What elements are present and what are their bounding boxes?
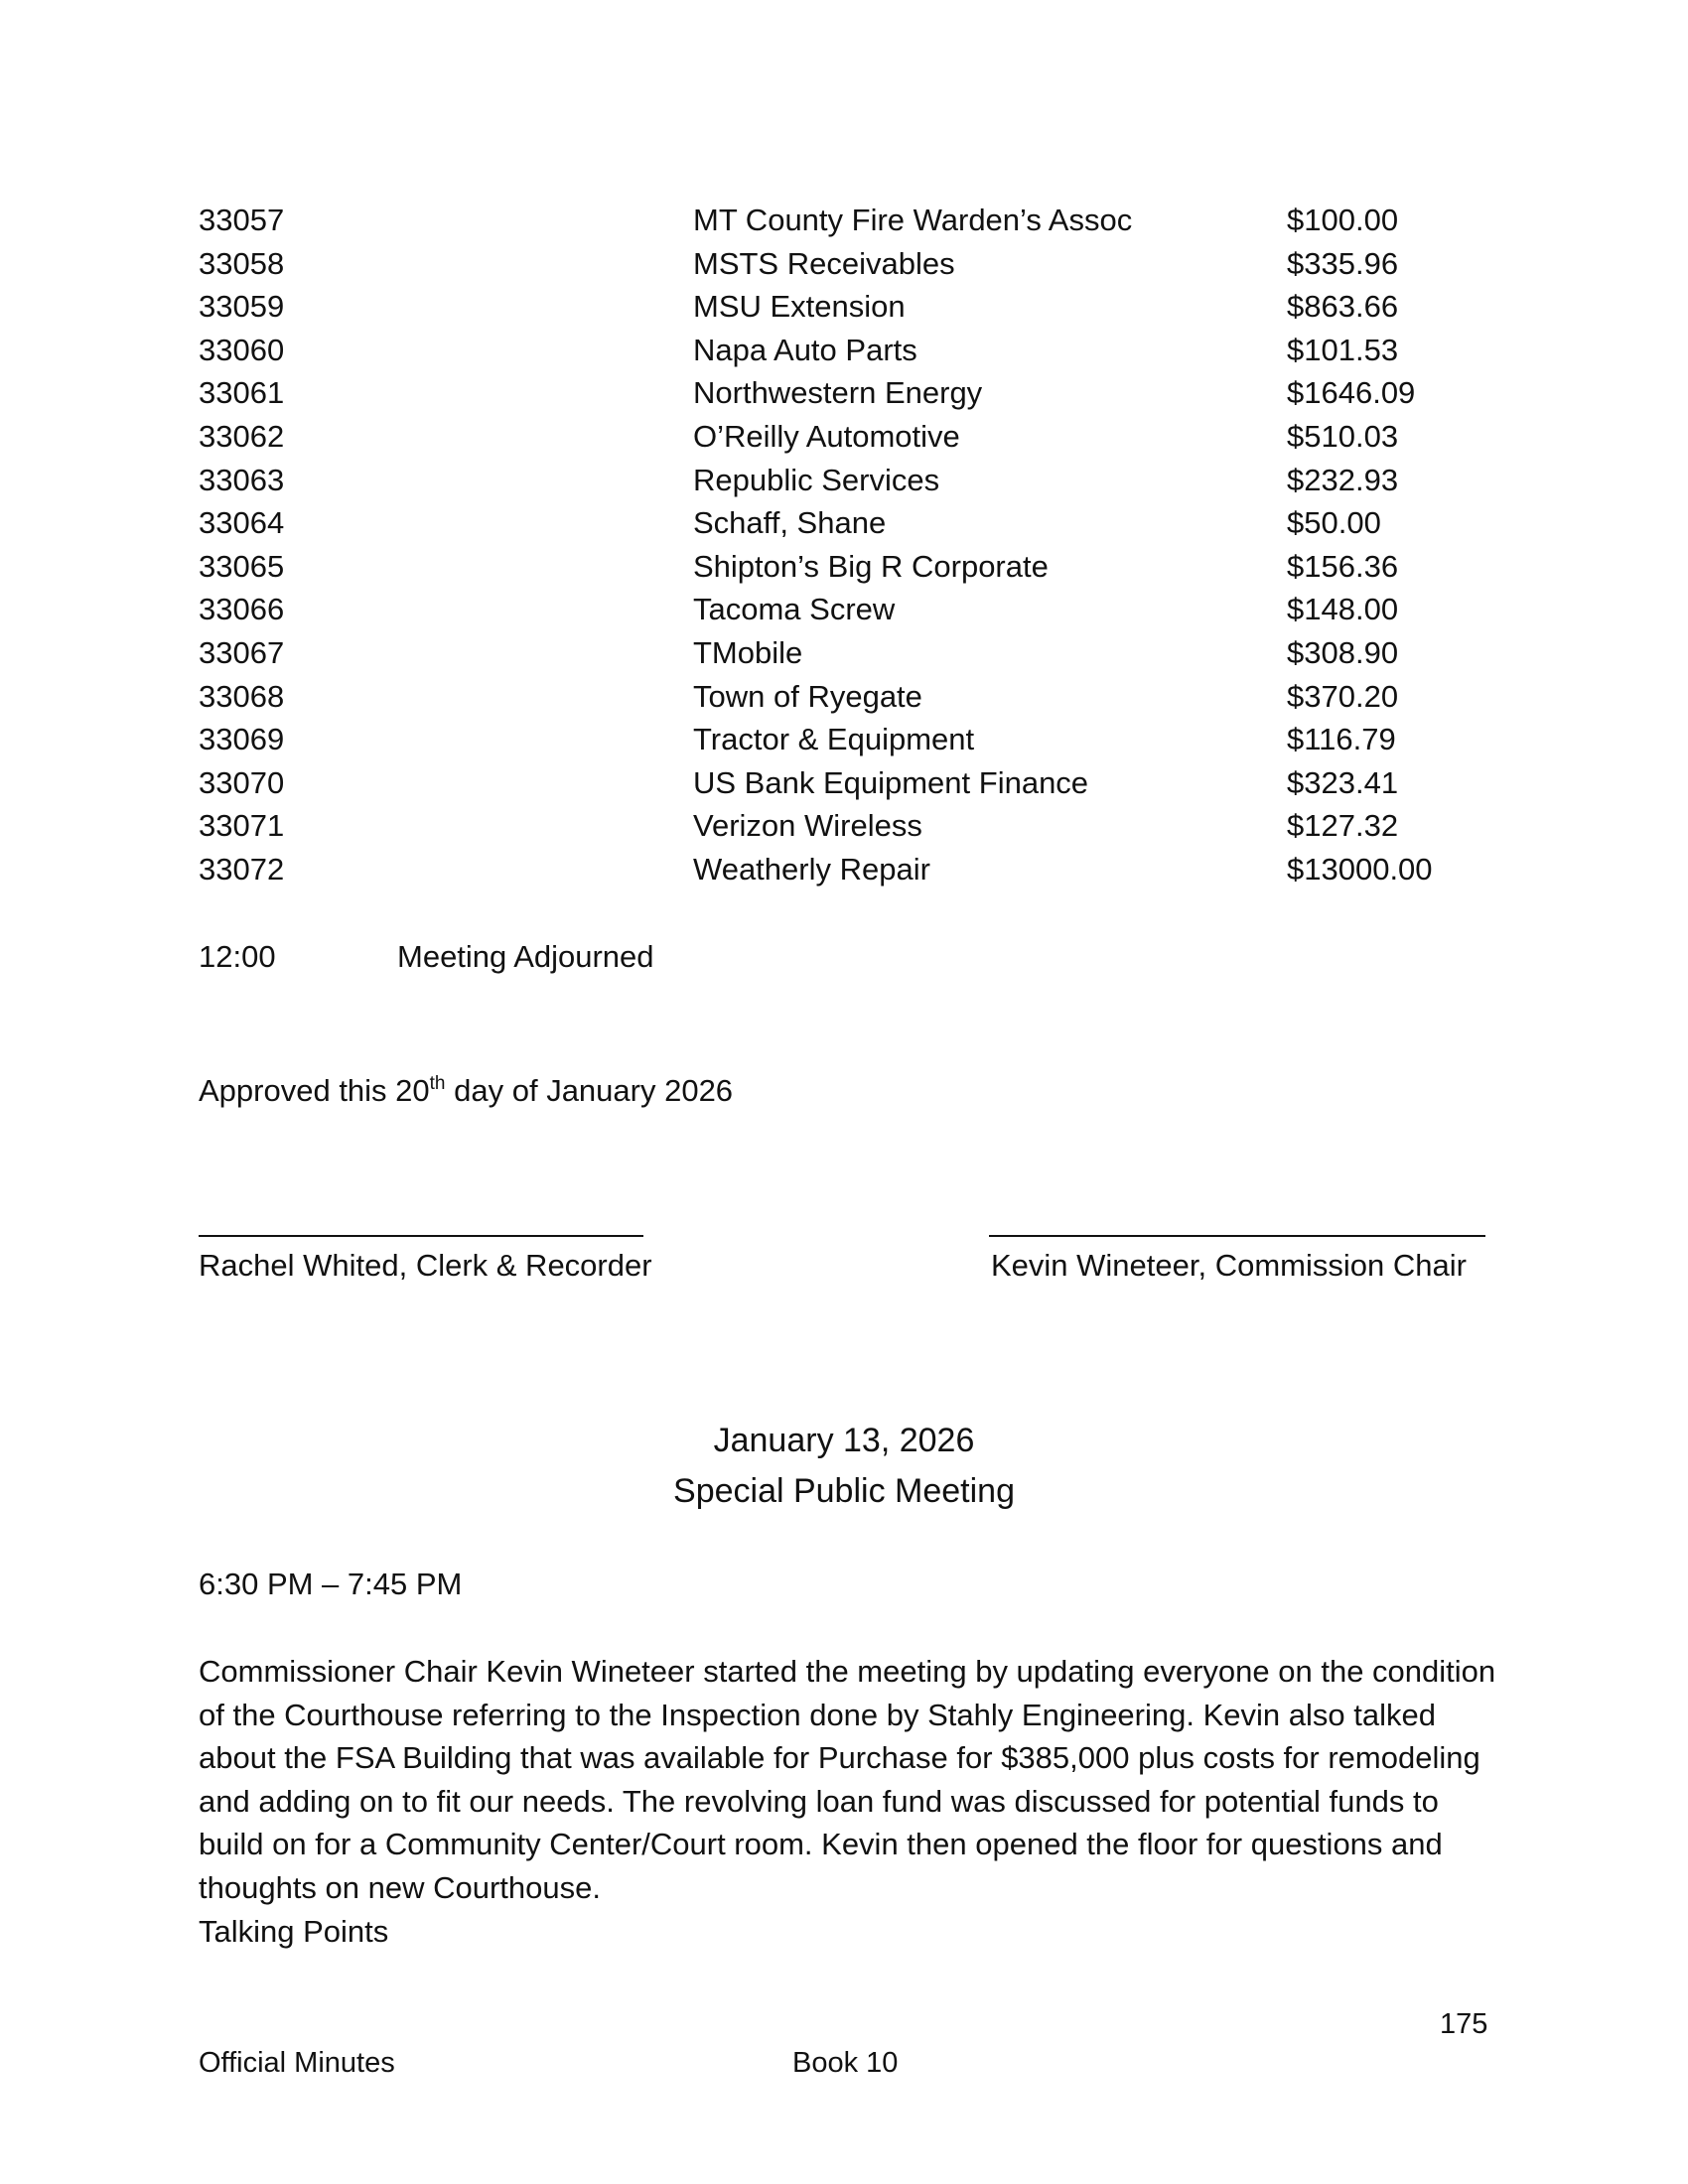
claim-vendor: US Bank Equipment Finance xyxy=(693,764,1089,800)
claim-row xyxy=(199,459,1489,502)
claim-vendor: Verizon Wireless xyxy=(693,808,922,844)
meeting-type-heading: Special Public Meeting xyxy=(673,1472,1015,1510)
claim-number: 33069 xyxy=(199,722,285,757)
minutes-line: about the FSA Building that was available for Purchase for $385,000 plus costs for remodeling xyxy=(199,1740,1480,1776)
claim-row xyxy=(199,588,1489,631)
claim-number: 33063 xyxy=(199,462,285,497)
claim-vendor: Schaff, Shane xyxy=(693,505,887,541)
minutes-line: Commissioner Chair Kevin Wineteer started the meeting by updating everyone on the condition xyxy=(199,1654,1496,1689)
claim-amount: $323.41 xyxy=(1287,764,1399,800)
claim-amount: $101.53 xyxy=(1287,332,1399,367)
claim-vendor: MT County Fire Warden’s Assoc xyxy=(693,203,1133,237)
claim-vendor: Napa Auto Parts xyxy=(693,332,917,367)
meeting-minutes-body xyxy=(199,1650,1499,1953)
claim-vendor: Republic Services xyxy=(693,462,940,497)
claim-number: 33057 xyxy=(199,203,285,237)
claim-amount: $156.36 xyxy=(1287,548,1399,584)
claim-row xyxy=(199,285,1489,329)
clerk-signature-line xyxy=(199,1235,643,1237)
claim-row xyxy=(199,415,1489,459)
claim-amount: $116.79 xyxy=(1287,722,1396,757)
claim-vendor: Shipton’s Big R Corporate xyxy=(693,548,1049,584)
claim-amount: $100.00 xyxy=(1287,203,1399,237)
approval-prefix: Approved this 20 xyxy=(199,1073,430,1108)
claim-number: 33058 xyxy=(199,245,285,281)
claim-row xyxy=(199,199,1489,242)
minutes-line: and adding on to fit our needs. The revolving loan fund was discussed for potential funds to xyxy=(199,1783,1439,1819)
claim-amount: $335.96 xyxy=(1287,245,1399,281)
meeting-time: 6:30 PM – 7:45 PM xyxy=(199,1567,463,1601)
claim-number: 33072 xyxy=(199,851,285,887)
claim-vendor: MSU Extension xyxy=(693,289,906,325)
claim-vendor: Weatherly Repair xyxy=(693,851,930,887)
footer-document-title: Official Minutes xyxy=(199,2047,395,2079)
adjournment-label: Meeting Adjourned xyxy=(397,939,654,974)
claim-number: 33071 xyxy=(199,808,285,844)
claim-row xyxy=(199,242,1489,286)
clerk-signature-name: Rachel Whited, Clerk & Recorder xyxy=(199,1248,652,1283)
claim-row xyxy=(199,501,1489,545)
claim-row xyxy=(199,545,1489,589)
claim-vendor: O’Reilly Automotive xyxy=(693,418,960,454)
meeting-date-heading: January 13, 2026 xyxy=(713,1422,975,1459)
claim-row xyxy=(199,631,1489,675)
minutes-line: build on for a Community Center/Court room. Kevin then opened the floor for questions and xyxy=(199,1827,1443,1862)
claim-amount: $148.00 xyxy=(1287,592,1399,627)
claim-number: 33068 xyxy=(199,678,285,714)
claim-number: 33061 xyxy=(199,375,285,411)
claim-amount: $1646.09 xyxy=(1287,375,1416,411)
claim-vendor: Northwestern Energy xyxy=(693,375,983,411)
claim-amount: $863.66 xyxy=(1287,289,1399,325)
page-number: 175 xyxy=(1440,2008,1488,2040)
claim-number: 33059 xyxy=(199,289,285,325)
chair-signature-name: Kevin Wineteer, Commission Chair xyxy=(991,1248,1467,1283)
claim-row xyxy=(199,848,1489,891)
claim-number: 33066 xyxy=(199,592,285,627)
minutes-line: Talking Points xyxy=(199,1913,389,1949)
claim-amount: $13000.00 xyxy=(1287,851,1433,887)
claim-vendor: Tractor & Equipment xyxy=(693,722,975,757)
claims-list xyxy=(199,199,1489,891)
claim-row xyxy=(199,718,1489,761)
claim-row xyxy=(199,761,1489,805)
claim-number: 33064 xyxy=(199,505,285,541)
claim-vendor: TMobile xyxy=(693,634,803,670)
claim-amount: $50.00 xyxy=(1287,505,1381,541)
claim-amount: $127.32 xyxy=(1287,808,1399,844)
claim-row xyxy=(199,371,1489,415)
claim-amount: $370.20 xyxy=(1287,678,1399,714)
chair-signature-line xyxy=(989,1235,1485,1237)
claim-vendor: Town of Ryegate xyxy=(693,678,922,714)
adjournment-time: 12:00 xyxy=(199,939,276,974)
minutes-line: thoughts on new Courthouse. xyxy=(199,1869,601,1905)
claim-vendor: MSTS Receivables xyxy=(693,245,955,281)
footer-book-label: Book 10 xyxy=(792,2047,899,2079)
approval-suffix: day of January 2026 xyxy=(445,1073,734,1108)
approval-ordinal-suffix: th xyxy=(429,1073,446,1094)
claim-number: 33060 xyxy=(199,332,285,367)
claim-vendor: Tacoma Screw xyxy=(693,592,896,627)
claim-number: 33067 xyxy=(199,634,285,670)
claim-row xyxy=(199,329,1489,372)
claim-amount: $308.90 xyxy=(1287,634,1399,670)
approval-statement xyxy=(199,1073,733,1109)
claim-number: 33062 xyxy=(199,418,285,454)
claim-row xyxy=(199,804,1489,848)
claim-number: 33070 xyxy=(199,764,285,800)
claim-amount: $510.03 xyxy=(1287,418,1399,454)
minutes-line: of the Courthouse referring to the Inspection done by Stahly Engineering. Kevin also talked xyxy=(199,1697,1436,1732)
claim-amount: $232.93 xyxy=(1287,462,1399,497)
claim-row xyxy=(199,675,1489,719)
claim-number: 33065 xyxy=(199,548,285,584)
